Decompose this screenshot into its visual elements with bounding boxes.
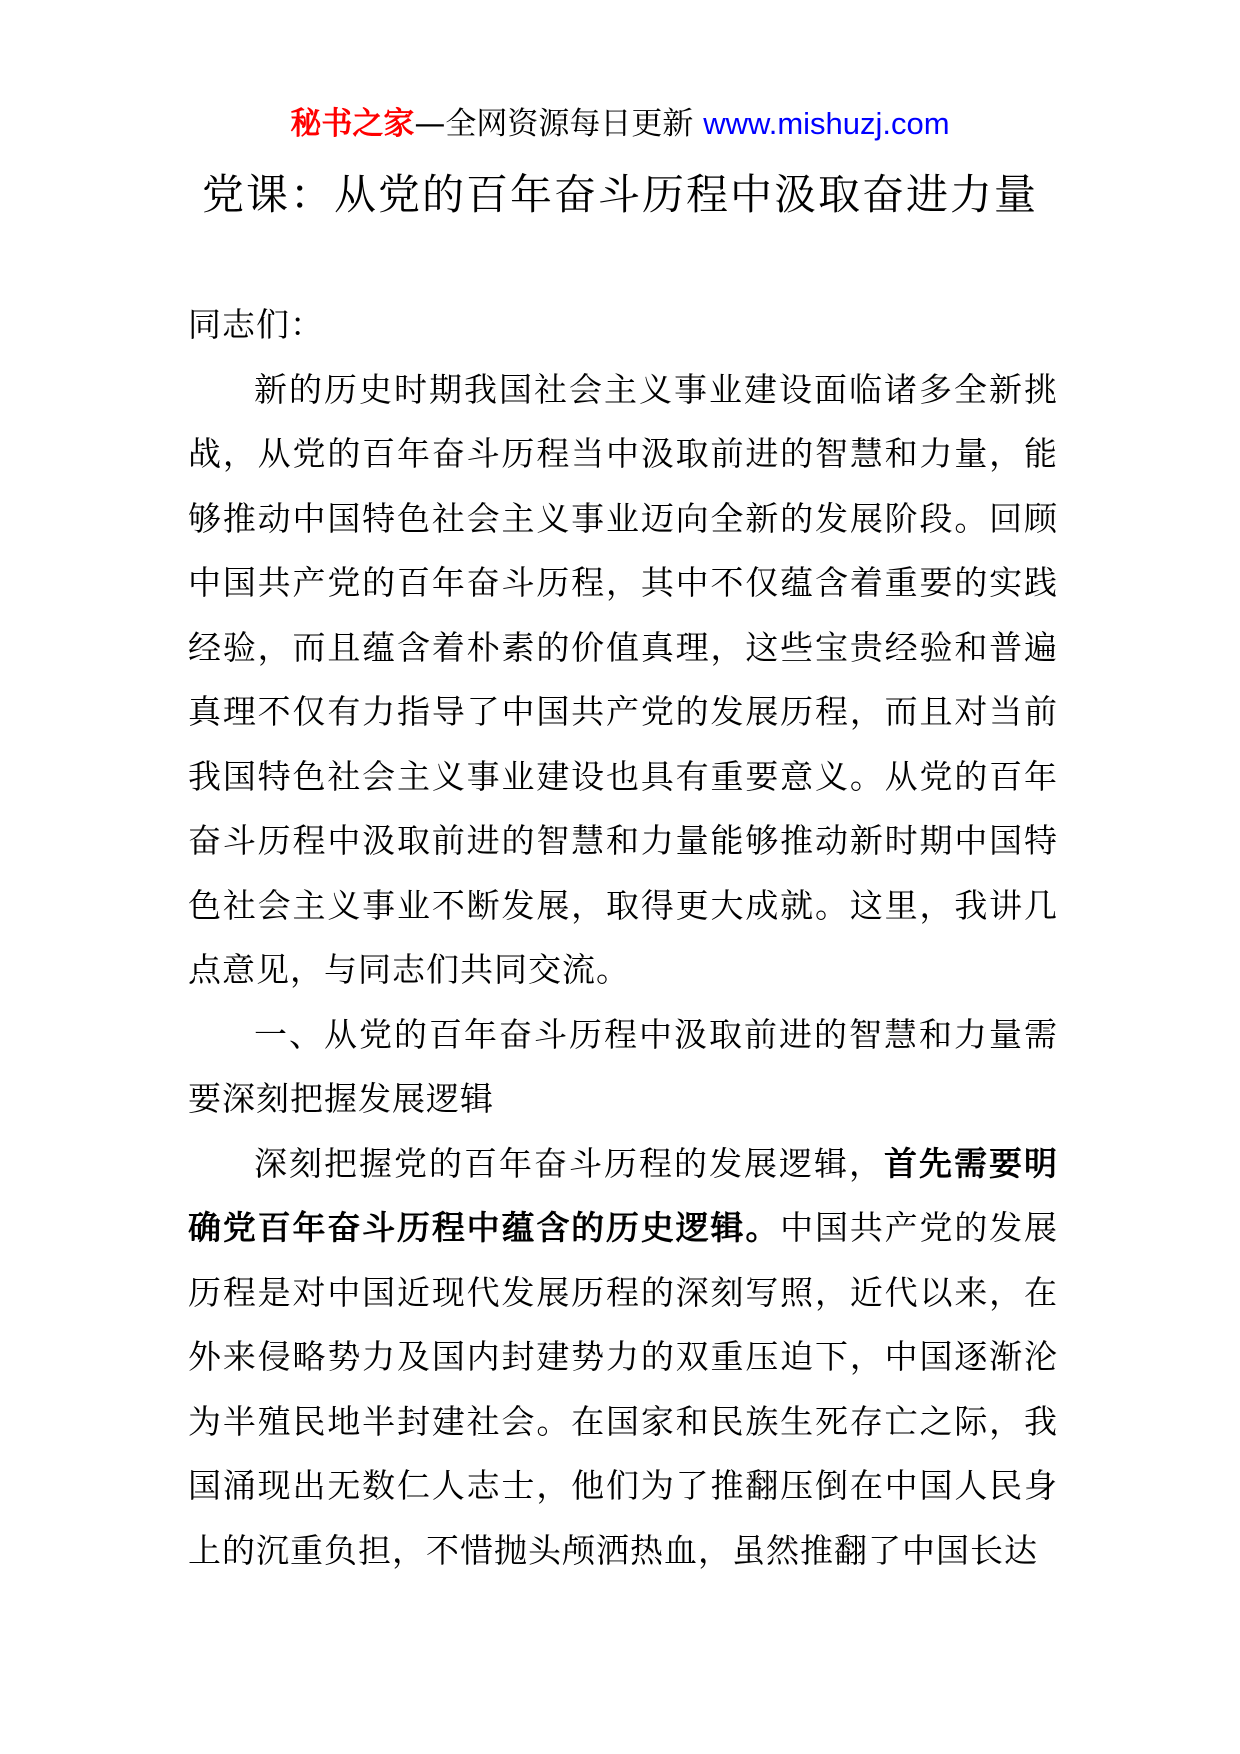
paragraph-lead-text: 深刻把握党的百年奋斗历程的发展逻辑，	[254, 1143, 884, 1183]
section-heading-1: 一、从党的百年奋斗历程中汲取前进的智慧和力量需要深刻把握发展逻辑	[188, 1014, 1058, 1118]
paragraph-intro: 新的历史时期我国社会主义事业建设面临诸多全新挑战，从党的百年奋斗历程当中汲取前进的智慧和力量，能够推动中国特色社会主义事业迈向全新的发展阶段。回顾中国共产党的百年奋斗历程，其中不仅蕴含着重要的实践经验，而且蕴含着朴素的价值真理，这些宝贵经验和普遍真理不仅有力指导了中国共产党的发展历程，而且对当前我国特色社会主义事业建设也具有重要意义。从党的百年奋斗历程中汲取前进的智慧和力量能够推动新时期中国特色社会主义事业不断发展，取得更大成就。这里，我讲几点意见，与同志们共同交流。	[188, 369, 1058, 989]
document-title: 党课：从党的百年奋斗历程中汲取奋进力量	[201, 170, 1038, 219]
site-brand: 秘书之家	[290, 106, 415, 142]
paragraph-history-logic	[188, 1132, 1058, 1584]
site-tagline: —全网资源每日更新	[414, 106, 704, 142]
document-body	[188, 293, 1058, 1583]
site-url-link[interactable]: www.mishuzj.com	[703, 106, 950, 141]
salutation: 同志们：	[188, 305, 324, 344]
paragraph-continuation-text: 中国共产党的发展历程是对中国近现代发展历程的深刻写照，近代以来，在外来侵略势力及国内封建势力的双重压迫下，中国逐渐沦为半殖民地半封建社会。在国家和民族生死存亡之际，我国涌现出无数仁人志士，他们为了推翻压倒在中国人民身上的沉重负担，不惜抛头颅洒热血，虽然推翻了中国长达	[188, 1208, 1059, 1570]
site-header	[0, 100, 1240, 148]
paragraph-bold-emphasis: 首先需要明确党百年奋斗历程中蕴含的历史逻辑。	[188, 1143, 1058, 1247]
